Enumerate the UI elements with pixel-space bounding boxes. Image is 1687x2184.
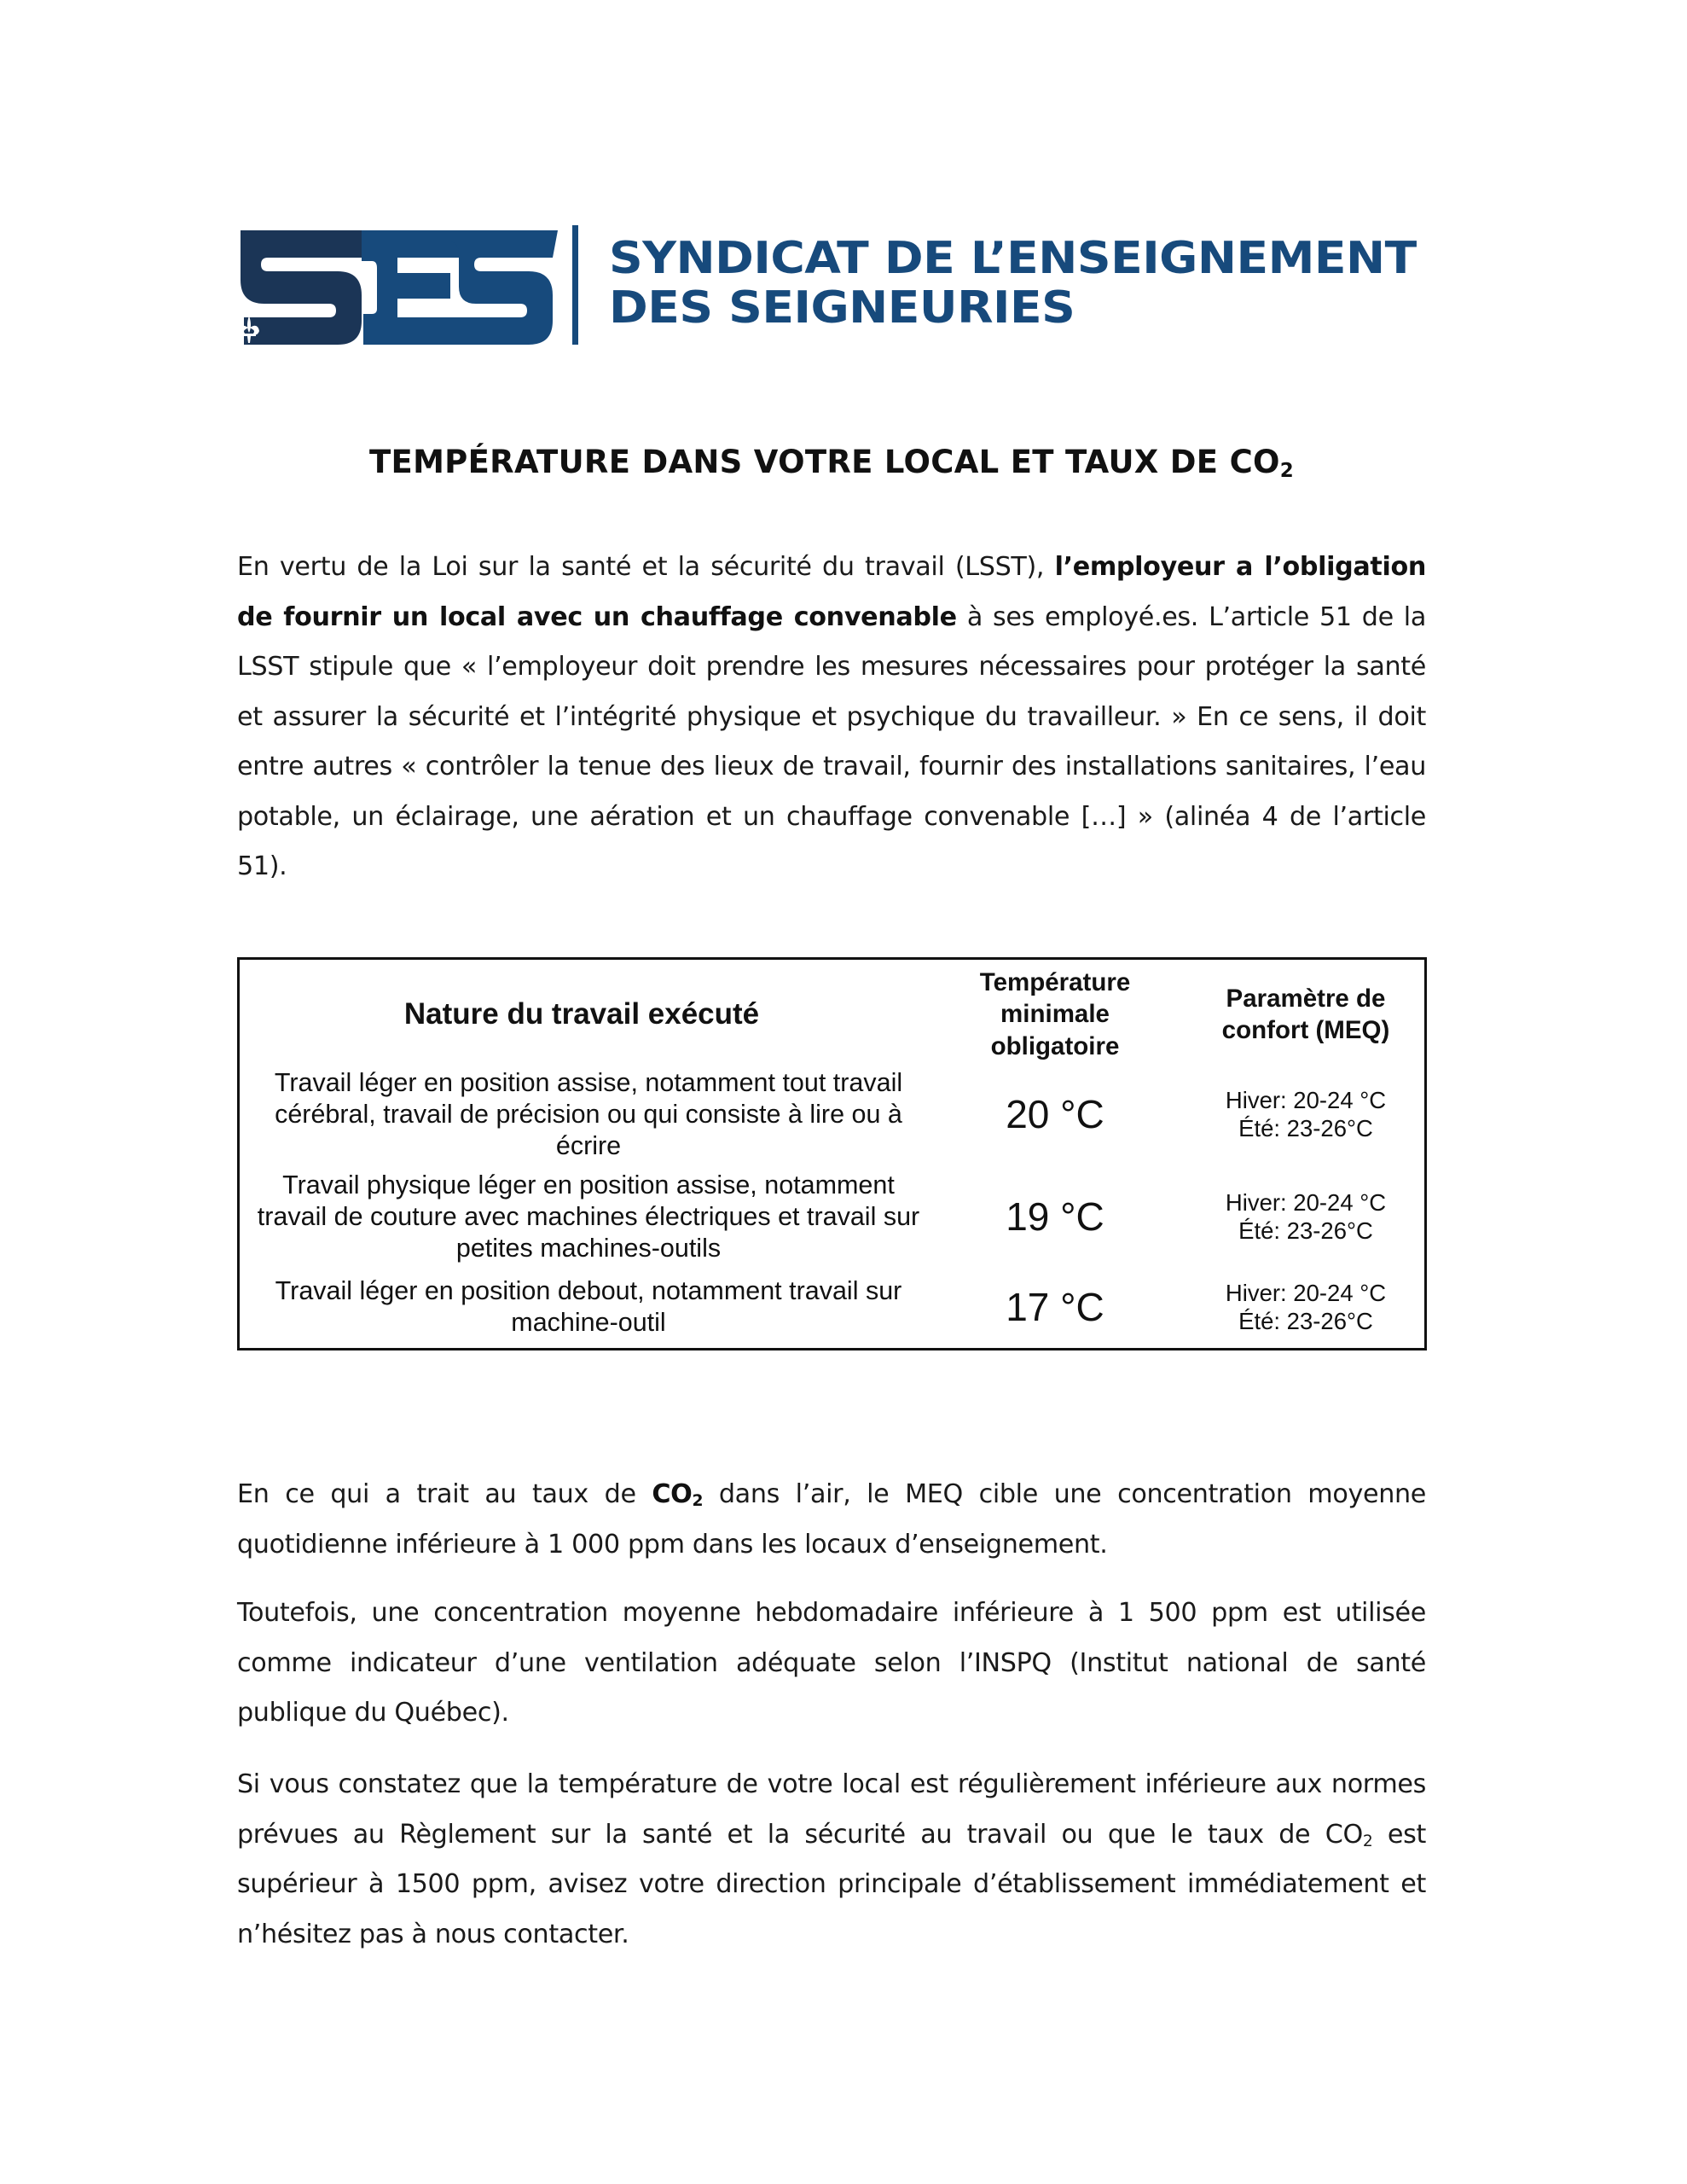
co2-bold [652, 1479, 703, 1509]
table-row-1-temperature: 20 °C [1006, 1092, 1104, 1136]
table-row-3-confort [1186, 1274, 1425, 1340]
header-temperature-line1: Température [979, 967, 1131, 996]
page-title-subscript: 2 [1279, 460, 1295, 483]
union-name [609, 234, 1495, 333]
action-paragraph [237, 1760, 1426, 1960]
co2-bold-text: CO [652, 1479, 693, 1509]
header-nature [240, 968, 924, 1060]
co2-bold-subscript: 2 [692, 1492, 704, 1511]
action-text-1: Si vous constatez que la température de votre local est régulièrement inférieure aux normes prévues au Règlement sur la santé et la sécurité au travail ou que le taux de CO [237, 1769, 1426, 1850]
union-name-line2: DES SEIGNEURIES [609, 282, 1075, 334]
table-row-1-confort [1186, 1066, 1425, 1162]
table-row-3-nature: Travail léger en position debout, notamment travail sur machine-outil [275, 1276, 902, 1337]
intro-text-2: à ses employé.es. L’article 51 de la LSST stipule que « l’employeur doit prendre les mesures nécessaires pour protéger la santé et assurer la sécurité et l’intégrité physique et psychique du travailleur. » En ce sens, il doit entre autres « contrôler la tenue des lieux de travail, fournir des installations sanitaires, l’eau potable, un éclairage, une aération et un chauffage convenable […] » (alinéa 4 de l’article 51). [237, 601, 1426, 881]
header-temperature-line2: minimale [1000, 1000, 1110, 1029]
header-confort-line2: confort (MEQ) [1221, 1016, 1390, 1044]
table-row-2-ete: Été: 23-26°C [1238, 1217, 1373, 1244]
union-name-line1: SYNDICAT DE L’ENSEIGNEMENT [609, 233, 1417, 284]
intro-bold-text: l’employeur a l’obligation de fournir un local avec un chauffage convenable [237, 552, 1426, 632]
co2-paragraph [237, 1470, 1426, 1570]
co2-text-1: En ce qui a trait au taux de [237, 1479, 652, 1509]
table-row-3-hiver: Hiver: 20-24 °C [1225, 1280, 1387, 1306]
table-row-2-nature: Travail physique léger en position assise, notamment travail de couture avec machines électriques et travail sur petites machines-outils [257, 1170, 920, 1263]
intro-text-1: En vertu de la Loi sur la santé et la sécurité du travail (LSST), [237, 552, 1055, 582]
intro-paragraph [237, 543, 1426, 892]
header-confort [1186, 968, 1425, 1060]
weekly-paragraph: Toutefois, une concentration moyenne hebdomadaire inférieure à 1 500 ppm est utilisée comme indicateur d’une ventilation adéquate selon l’INSPQ (Institut national de santé publique du Québec). [237, 1598, 1426, 1728]
co2-text-2: dans l’air, le MEQ cible une concentration moyenne quotidienne inférieure à 1 000 ppm dans les locaux d’enseignement. [237, 1479, 1426, 1560]
table-row-3-temperature: 17 °C [1006, 1285, 1104, 1329]
action-subscript: 2 [1362, 1832, 1373, 1850]
temperature-table [237, 957, 1427, 1350]
page-title-text: TEMPÉRATURE DANS VOTRE LOCAL ET TAUX DE CO [368, 444, 1280, 480]
header-nature-text: Nature du travail exécuté [403, 997, 760, 1031]
table-row-2-confort [1186, 1168, 1425, 1265]
table-row-1-ete: Été: 23-26°C [1238, 1115, 1373, 1141]
ses-logo [235, 220, 1429, 350]
table-row-2-temperature: 19 °C [1006, 1194, 1104, 1239]
table-row-2-hiver: Hiver: 20-24 °C [1225, 1189, 1387, 1216]
table-row-1-hiver: Hiver: 20-24 °C [1225, 1087, 1387, 1113]
table-row-1-nature: Travail léger en position assise, notamment tout travail cérébral, travail de précision ou qui consiste à lire ou à écrire [274, 1067, 903, 1160]
header-temperature [937, 968, 1173, 1060]
action-text-2: est supérieur à 1500 ppm, avisez votre direction principale d’établissement immédiatement et n’hésitez pas à nous contacter. [237, 1819, 1426, 1949]
page-title [237, 442, 1426, 483]
header-temperature-line3: obligatoire [990, 1031, 1120, 1060]
table-row-3-ete: Été: 23-26°C [1238, 1308, 1373, 1334]
ses-monogram-icon [235, 220, 568, 350]
logo-divider [572, 225, 578, 345]
header-confort-line1: Paramètre de [1226, 984, 1386, 1013]
